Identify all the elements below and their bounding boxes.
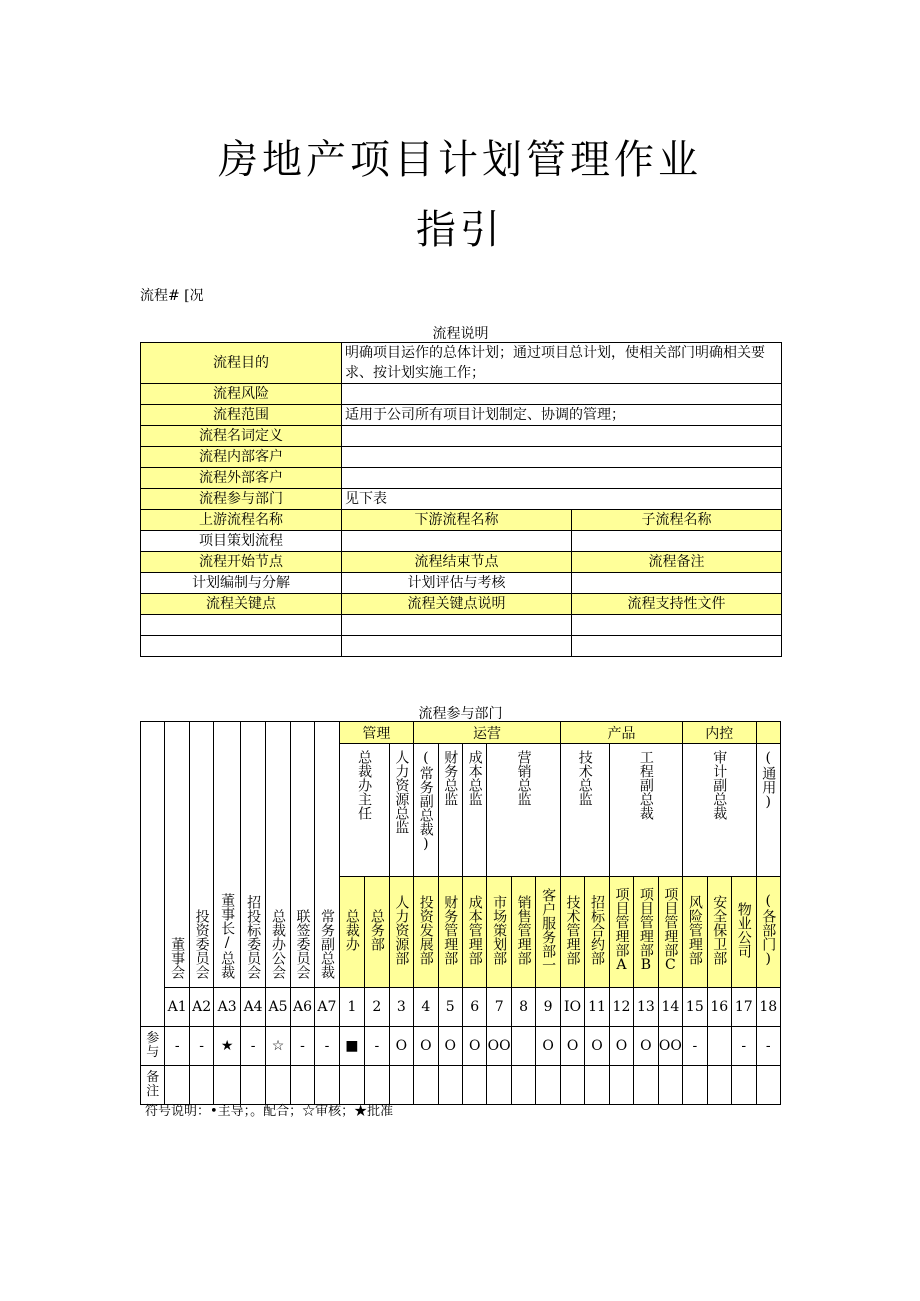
- code-cell: 18: [756, 988, 781, 1027]
- left-head: 招投标委员会: [240, 722, 265, 988]
- note-label: 流程备注: [572, 552, 782, 573]
- external-label: 流程外部客户: [141, 468, 342, 489]
- code-cell: A2: [189, 988, 213, 1027]
- process-description-table: [140, 342, 782, 657]
- note-cell: [189, 1066, 213, 1105]
- group-management: 管理: [339, 722, 413, 744]
- note-cell: [315, 1066, 339, 1105]
- code-cell: 17: [732, 988, 756, 1027]
- note-cell: [756, 1066, 781, 1105]
- sub-head: 安全保卫部: [707, 877, 731, 988]
- sub-head: 人力资源部: [389, 877, 413, 988]
- top-head: 财务总监: [438, 744, 462, 877]
- symbol-cell: -: [165, 1027, 189, 1066]
- note-cell: [389, 1066, 413, 1105]
- left-head: 投资委员会: [189, 722, 213, 988]
- symbol-legend: 符号说明：•主导；。配合；☆审核；★批准: [145, 1104, 394, 1119]
- code-cell: 7: [487, 988, 511, 1027]
- note-cell: [214, 1066, 240, 1105]
- note-cell: [609, 1066, 633, 1105]
- note-cell: [707, 1066, 731, 1105]
- top-head: (通用): [756, 744, 781, 877]
- sub-head: 市场策划部: [487, 877, 511, 988]
- keypoint-label: 流程关键点: [141, 594, 342, 615]
- participants-table: [140, 721, 781, 1105]
- note-cell: [658, 1066, 682, 1105]
- group-blank: [756, 722, 781, 744]
- sub-head: 项目管理部C: [658, 877, 682, 988]
- downstream-value: [342, 531, 572, 552]
- upstream-value: 项目策划流程: [141, 531, 342, 552]
- symbol-cell: O: [585, 1027, 609, 1066]
- end-node-value: 计划评估与考核: [342, 573, 572, 594]
- note-cell: [732, 1066, 756, 1105]
- top-head: 审计副总裁: [683, 744, 756, 877]
- note-cell: [165, 1066, 189, 1105]
- note-cell: [414, 1066, 438, 1105]
- symbol-cell: [511, 1027, 535, 1066]
- symbol-cell: O: [609, 1027, 633, 1066]
- symbol-cell: O: [634, 1027, 658, 1066]
- external-value: [342, 468, 782, 489]
- sub-head: 风险管理部: [683, 877, 707, 988]
- sub-head: 销售管理部: [511, 877, 535, 988]
- left-head: 董事会: [165, 722, 189, 988]
- sub-head: 技术管理部: [560, 877, 584, 988]
- scope-value: 适用于公司所有项目计划制定、协调的管理；: [342, 405, 782, 426]
- note-cell: [634, 1066, 658, 1105]
- code-cell: A4: [240, 988, 265, 1027]
- top-head: 工程副总裁: [609, 744, 682, 877]
- symbol-cell: -: [365, 1027, 389, 1066]
- sub-head: 总务部: [365, 877, 389, 988]
- note-cell: [462, 1066, 486, 1105]
- symbol-cell: -: [732, 1027, 756, 1066]
- symbol-cell: ■: [339, 1027, 364, 1066]
- terms-value: [342, 426, 782, 447]
- doc-title-line1: 房地产项目计划管理作业: [218, 137, 702, 183]
- symbol-cell: O: [389, 1027, 413, 1066]
- group-product: 产品: [560, 722, 682, 744]
- start-node-value: 计划编制与分解: [141, 573, 342, 594]
- group-internal-control: 内控: [683, 722, 756, 744]
- support-doc-cell: [572, 636, 782, 657]
- symbol-cell: O: [536, 1027, 560, 1066]
- top-head: 总裁办主任: [339, 744, 389, 877]
- code-cell: 12: [609, 988, 633, 1027]
- code-cell: 6: [462, 988, 486, 1027]
- group-operations: 运营: [414, 722, 561, 744]
- support-doc-cell: [572, 615, 782, 636]
- sub-head: (各部门): [756, 877, 781, 988]
- code-cell: A3: [214, 988, 240, 1027]
- symbol-cell: -: [756, 1027, 781, 1066]
- sub-head: 招标合约部: [585, 877, 609, 988]
- left-head: 董事长/总裁: [214, 722, 240, 988]
- sub-head: 投资发展部: [414, 877, 438, 988]
- sub-head: 客户服务部一: [536, 877, 560, 988]
- sub-head: 物业公司: [732, 877, 756, 988]
- code-cell: 11: [585, 988, 609, 1027]
- symbol-cell: [707, 1027, 731, 1066]
- subprocess-value: [572, 531, 782, 552]
- code-cell: 16: [707, 988, 731, 1027]
- desc-caption: 流程说明: [432, 326, 489, 342]
- participate-label: 参与: [141, 1027, 165, 1066]
- top-head: 技术总监: [560, 744, 609, 877]
- note-cell: [487, 1066, 511, 1105]
- note-cell: [536, 1066, 560, 1105]
- risk-label: 流程风险: [141, 384, 342, 405]
- code-cell: A6: [290, 988, 314, 1027]
- support-doc-label: 流程支持性文件: [572, 594, 782, 615]
- note-cell: [438, 1066, 462, 1105]
- top-head: 营销总监: [487, 744, 560, 877]
- note-cell: [266, 1066, 290, 1105]
- code-cell: A1: [165, 988, 189, 1027]
- subprocess-label: 子流程名称: [572, 510, 782, 531]
- code-cell: 15: [683, 988, 707, 1027]
- symbol-cell: O: [438, 1027, 462, 1066]
- code-cell: 13: [634, 988, 658, 1027]
- left-head: 常务副总裁: [315, 722, 339, 988]
- internal-value: [342, 447, 782, 468]
- keypoint-desc-cell: [342, 636, 572, 657]
- depts-label: 流程参与部门: [141, 489, 342, 510]
- code-cell: 4: [414, 988, 438, 1027]
- top-head: 成本总监: [462, 744, 486, 877]
- keypoint-desc-cell: [342, 615, 572, 636]
- code-cell: 3: [389, 988, 413, 1027]
- participants-caption: 流程参与部门: [418, 706, 503, 722]
- symbol-cell: -: [683, 1027, 707, 1066]
- top-head: (常务副总裁): [414, 744, 438, 877]
- top-head: 人力资源总监: [389, 744, 413, 877]
- keypoint-cell: [141, 636, 342, 657]
- symbol-cell: O: [560, 1027, 584, 1066]
- start-node-label: 流程开始节点: [141, 552, 342, 573]
- code-cell: 1: [339, 988, 364, 1027]
- sub-head: 成本管理部: [462, 877, 486, 988]
- symbol-cell: -: [315, 1027, 339, 1066]
- keypoint-cell: [141, 615, 342, 636]
- sub-head: 项目管理部A: [609, 877, 633, 988]
- code-cell: 2: [365, 988, 389, 1027]
- symbol-cell: -: [290, 1027, 314, 1066]
- left-head: 总裁办公会: [266, 722, 290, 988]
- note-cell: [240, 1066, 265, 1105]
- corner-cell: [141, 722, 165, 1027]
- symbol-cell: O: [462, 1027, 486, 1066]
- note-cell: [365, 1066, 389, 1105]
- sub-head: 财务管理部: [438, 877, 462, 988]
- note-cell: [585, 1066, 609, 1105]
- code-cell: 14: [658, 988, 682, 1027]
- code-cell: A7: [315, 988, 339, 1027]
- risk-value: [342, 384, 782, 405]
- note-row-label: 备注: [141, 1066, 165, 1105]
- note-cell: [683, 1066, 707, 1105]
- keypoint-desc-label: 流程关键点说明: [342, 594, 572, 615]
- symbol-cell: ☆: [266, 1027, 290, 1066]
- scope-label: 流程范围: [141, 405, 342, 426]
- code-cell: 8: [511, 988, 535, 1027]
- purpose-label: 流程目的: [141, 343, 342, 384]
- depts-value: 见下表: [342, 489, 782, 510]
- purpose-value: 明确项目运作的总体计划；通过项目总计划，使相关部门明确相关要求、按计划实施工作；: [342, 343, 782, 384]
- sub-head: 总裁办: [339, 877, 364, 988]
- symbol-cell: -: [189, 1027, 213, 1066]
- note-cell: [511, 1066, 535, 1105]
- note-cell: [339, 1066, 364, 1105]
- internal-label: 流程内部客户: [141, 447, 342, 468]
- code-cell: 9: [536, 988, 560, 1027]
- terms-label: 流程名词定义: [141, 426, 342, 447]
- symbol-cell: OO: [658, 1027, 682, 1066]
- symbol-cell: OO: [487, 1027, 511, 1066]
- doc-title-line2: 指引: [416, 207, 504, 253]
- section-header: 流程# [况: [140, 288, 204, 304]
- downstream-label: 下游流程名称: [342, 510, 572, 531]
- left-head: 联签委员会: [290, 722, 314, 988]
- code-cell: A5: [266, 988, 290, 1027]
- note-cell: [290, 1066, 314, 1105]
- upstream-label: 上游流程名称: [141, 510, 342, 531]
- end-node-label: 流程结束节点: [342, 552, 572, 573]
- note-value: [572, 573, 782, 594]
- symbol-cell: O: [414, 1027, 438, 1066]
- note-cell: [560, 1066, 584, 1105]
- symbol-cell: -: [240, 1027, 265, 1066]
- symbol-cell: ★: [214, 1027, 240, 1066]
- code-cell: 5: [438, 988, 462, 1027]
- sub-head: 项目管理部B: [634, 877, 658, 988]
- code-cell: IO: [560, 988, 584, 1027]
